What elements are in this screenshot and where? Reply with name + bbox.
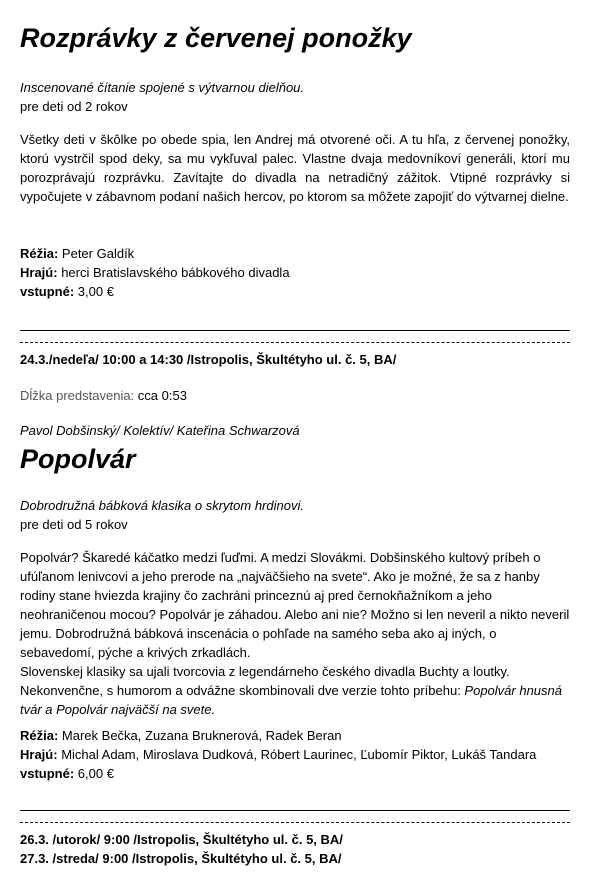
show2-cast: Michal Adam, Miroslava Dudková, Róbert Laurinec, Ľubomír Piktor, Lukáš Tandara xyxy=(61,747,537,762)
show1-price-row xyxy=(20,282,570,301)
show1-director-row xyxy=(20,244,570,263)
show2-title: Popolvár xyxy=(20,444,136,474)
show2-description xyxy=(20,548,570,719)
show1-description: Všetky deti v škôlke po obede spia, len Andrej má otvorené oči. A tu hľa, z červenej ponožky, ktorú vystrčil spod deky, sa mu vykľuval palec. Vlastne dvaja medovníkoví generáli, ktorí mu porozprávajú rozprávku. Zavítajte do divadla na netradičný zážitok. Vtipné rozprávky si vypočujete v zábavnom podaní našich hercov, po ktorom sa môžete zapojiť do výtvarnej dielne. xyxy=(20,132,570,204)
show1-credits xyxy=(20,244,570,301)
show2-schedule-1: 26.3. /utorok/ 9:00 /Istropolis, Škultétyho ul. č. 5, BA/ xyxy=(20,832,343,847)
show2-cast-row xyxy=(20,745,570,764)
show1-subtitle: Inscenované čítanie spojené s výtvarnou dielňou. xyxy=(20,80,305,95)
show2-schedule-2: 27.3. /streda/ 9:00 /Istropolis, Škultétyho ul. č. 5, BA/ xyxy=(20,851,342,866)
show2-price-label: vstupné: xyxy=(20,766,75,781)
section-divider-dashed xyxy=(20,342,570,343)
show2-price: 6,00 € xyxy=(77,766,114,781)
show1-cast: herci Bratislavského bábkového divadla xyxy=(61,265,290,280)
show2-director-row xyxy=(20,726,570,745)
show2-authors: Pavol Dobšinský/ Kolektív/ Kateřina Schwarzová xyxy=(20,423,300,438)
show2-description-2-italic: Popolvár hnusná tvár a Popolvár najväčší na svete. xyxy=(20,683,562,717)
show1-cast-row xyxy=(20,263,570,282)
show1-price-label: vstupné: xyxy=(20,284,75,299)
show2-description-2-text: Slovenskej klasiky sa ujali tvorcovia z legendárneho českého divadla Buchty a loutky. Nekonvenčne, s humorom a odvážne skombinovali dve verzie tohto príbehu: xyxy=(20,664,510,698)
show1-duration-row xyxy=(20,386,570,405)
show1-director-label: Réžia: xyxy=(20,246,59,261)
show2-credits xyxy=(20,726,570,783)
show1-intro xyxy=(20,78,570,116)
show2-intro xyxy=(20,496,570,534)
section-divider-dashed-2 xyxy=(20,822,570,823)
show2-cast-label: Hrajú: xyxy=(20,747,58,762)
show2-description-2 xyxy=(20,662,570,719)
show2-age: pre deti od 5 rokov xyxy=(20,517,128,532)
show1-age: pre deti od 2 rokov xyxy=(20,99,128,114)
show2-schedule xyxy=(20,830,570,868)
section-divider-solid xyxy=(20,330,570,331)
show1-price: 3,00 € xyxy=(77,284,114,299)
show2-subtitle: Dobrodružná bábková klasika o skrytom hrdinovi. xyxy=(20,498,304,513)
show2-description-1: Popolvár? Škaredé káčatko medzi ľuďmi. A medzi Slovákmi. Dobšinského kultový príbeh o ufúľanom lenivcovi a jeho prerode na „najväčšieho na svete“. Ako je možné, že sa z hanby rodiny stane hviezda krajiny čo zachráni princeznú aj pred černokňažníkom a jeho neohraničenou mocou? Popolvár je záhadou. Alebo ani nie? Možno si len neveril a nikto neveril jemu. Dobrodružná bábková inscenácia o pohľade na samého seba ako aj iných, o sebavedomí, pýche a krivých zrkadlách. xyxy=(20,550,570,660)
show1-director: Peter Galdík xyxy=(61,246,135,261)
section-divider-solid-2 xyxy=(20,810,570,811)
show1-title: Rozprávky z červenej ponožky xyxy=(20,23,412,53)
show1-cast-label: Hrajú: xyxy=(20,265,58,280)
show1-duration: cca 0:53 xyxy=(137,388,187,403)
show2-director: Marek Bečka, Zuzana Bruknerová, Radek Beran xyxy=(61,728,342,743)
show2-director-label: Réžia: xyxy=(20,728,59,743)
show2-price-row xyxy=(20,764,570,783)
show1-duration-label: Dĺžka predstavenia: xyxy=(20,388,135,403)
show1-schedule: 24.3./nedeľa/ 10:00 a 14:30 /Istropolis, Škultétyho ul. č. 5, BA/ xyxy=(20,352,397,367)
